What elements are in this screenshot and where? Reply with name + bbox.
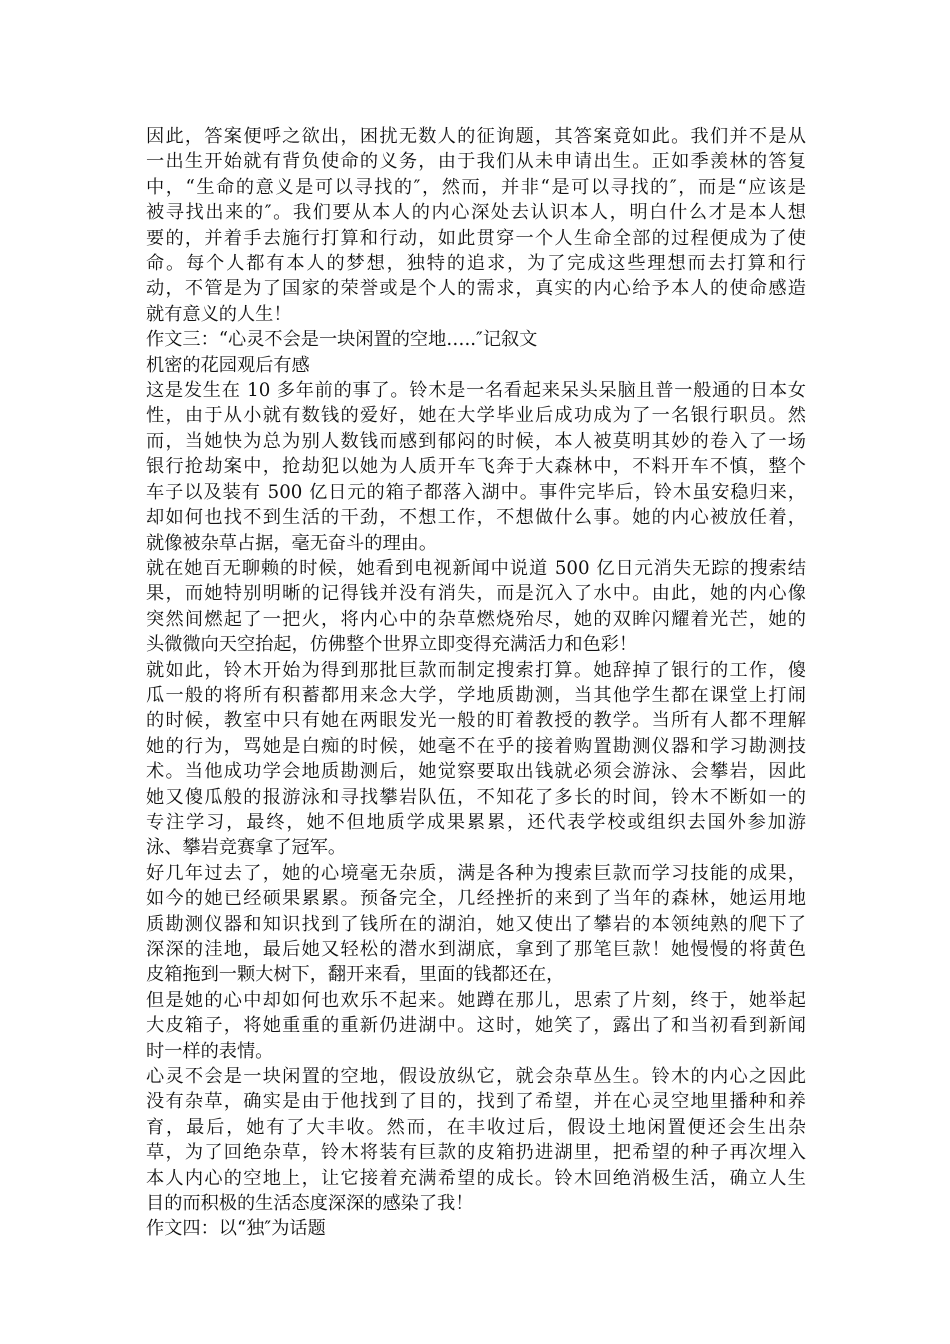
text-line: 瓜一般的将所有积蓄都用来念大学，学地质勘测，当其他学生都在课堂上打闹: [146, 684, 806, 706]
text-line: 而，当她快为总为别人数钱而感到郁闷的时候，本人被莫明其妙的卷入了一场: [146, 430, 806, 452]
paragraph: [146, 658, 806, 861]
text-line: 性，由于从小就有数钱的爱好，她在大学毕业后成功成为了一名银行职员。然: [146, 405, 806, 427]
text-line: 深深的洼地，最后她又轻松的潜水到湖底，拿到了那笔巨款！她慢慢的将黄色: [146, 939, 806, 960]
paragraph: [146, 988, 806, 1064]
text-line: 被寻找出来的″。我们要从本人的内心深处去认识本人，明白什么才是本人想: [146, 202, 806, 224]
text-line: 动，不管是为了国家的荣誉或是个人的需求，真实的内心给予本人的使命感造: [146, 278, 806, 300]
text-line: 要的，并着手去施行打算和行动，如此贯穿一个人生命全部的过程便成为了使: [146, 227, 806, 249]
text-line: 如今的她已经硕果累累。预备完全，几经挫折的来到了当年的森林，她运用地: [146, 888, 806, 910]
text-line: 中，“生命的意义是可以寻找的″，然而，并非“是可以寻找的″，而是“应该是: [146, 176, 806, 198]
text-line: 这是发生在 10 多年前的事了。铃木是一名看起来呆头呆脑且普一般通的日本女: [146, 380, 806, 402]
text-line: 就在她百无聊赖的时候，她看到电视新闻中说道 500 亿日元消失无踪的搜索结: [146, 557, 806, 579]
text-line: 车子以及装有 500 亿日元的箱子都落入湖中。事件完毕后，铃木虽安稳归来，: [146, 481, 806, 503]
text-line: 突然间燃起了一把火，将内心中的杂草燃烧殆尽，她的双眸闪耀着光芒，她的: [146, 608, 806, 630]
text-line: 草，为了回绝杂草，铃木将装有巨款的皮箱扔进湖里，把希望的种子再次埋入: [146, 1142, 806, 1164]
text-line: 质勘测仪器和知识找到了钱所在的湖泊，她又使出了攀岩的本领纯熟的爬下了: [146, 913, 806, 935]
text-line: 因此，答案便呼之欲出，困扰无数人的征询题，其答案竟如此。我们并不是从: [146, 126, 806, 147]
text-line: 果，而她特别明晰的记得钱并没有消失，而是沉入了水中。由此，她的内心像: [146, 583, 806, 605]
text-line: 头微微向天空抬起，仿佛整个世界立即变得充满活力和色彩！: [146, 634, 638, 656]
text-line: 她的行为，骂她是白痴的时候，她毫不在乎的接着购置勘测仪器和学习勘测技: [146, 735, 806, 757]
text-line: 没有杂草，确实是由于他找到了目的，找到了希望，并在心灵空地里播种和养: [146, 1091, 806, 1113]
text-line: 术。当他成功学会地质勘测后，她觉察要取出钱就必须会游泳、会攀岩，因此: [146, 761, 806, 783]
text-line: 时一样的表情。: [146, 1040, 274, 1062]
text-line: 好几年过去了，她的心境毫无杂质，满是各种为搜索巨款而学习技能的成果，: [146, 862, 806, 884]
text-line: 她又傻瓜般的报游泳和寻找攀岩队伍，不知花了多长的时间，铃木不断如一的: [146, 786, 806, 808]
text-line: 银行抢劫案中，抢劫犯以她为人质开车飞奔于大森林中，不料开车不慎，整个: [146, 456, 806, 478]
essay-heading: [146, 1216, 806, 1241]
text-line: 的时候，教室中只有她在两眼发光一般的盯着教授的教学。当所有人都不理解: [146, 710, 806, 732]
paragraph: [146, 861, 806, 988]
text-line: 本人内心的空地上，让它接着充满希望的成长。铃木回绝消极生活，确立人生: [146, 1167, 806, 1189]
text-line: 命。每个人都有本人的梦想，独特的追求，为了完成这些理想而去打算和行: [146, 253, 806, 275]
paragraph: [146, 556, 806, 658]
text-line: 心灵不会是一块闲置的空地，假设放纵它，就会杂草丛生。铃木的内心之因此: [146, 1066, 806, 1088]
text-line: 就如此，铃木开始为得到那批巨款而制定搜索打算。她辞掉了银行的工作，傻: [146, 659, 806, 681]
text-line: 却如何也找不到生活的干劲，不想工作，不想做什么事。她的内心被放任着，: [146, 507, 806, 529]
heading-line: 作文三：“心灵不会是一块闲置的空地…..″记叙文: [146, 329, 538, 351]
text-line: 一出生开始就有背负使命的义务，由于我们从未申请出生。正如季羡林的答复: [146, 151, 806, 173]
text-line: 育，最后，她有了大丰收。然而，在丰收过后，假设土地闲置便还会生出杂: [146, 1116, 806, 1138]
paragraph: [146, 124, 806, 327]
essay-title: [146, 353, 806, 378]
heading-line: 作文四：以“独″为话题: [146, 1218, 326, 1240]
paragraph: [146, 1064, 806, 1216]
text-line: 就像被杂草占据，毫无奋斗的理由。: [146, 532, 438, 554]
text-line: 就有意义的人生！: [146, 303, 292, 325]
text-line: 大皮箱子，将她重重的重新仍进湖中。这时，她笑了，露出了和当初看到新闻: [146, 1015, 806, 1037]
text-line: 目的而积极的生活态度深深的感染了我！: [146, 1193, 474, 1215]
title-line: 机密的花园观后有感: [146, 354, 310, 376]
text-line: 皮箱拖到一颗大树下，翻开来看，里面的钱都还在，: [146, 964, 565, 986]
text-line: 但是她的心中却如何也欢乐不起来。她蹲在那儿，思索了片刻，终于，她举起: [146, 989, 806, 1011]
document-page: [146, 124, 806, 1242]
text-line: 专注学习，最终，她不但地质学成果累累，还代表学校或组织去国外参加游: [146, 811, 806, 833]
essay-heading: [146, 327, 806, 352]
text-line: 泳、攀岩竞赛拿了冠军。: [146, 837, 347, 859]
paragraph: [146, 378, 806, 556]
